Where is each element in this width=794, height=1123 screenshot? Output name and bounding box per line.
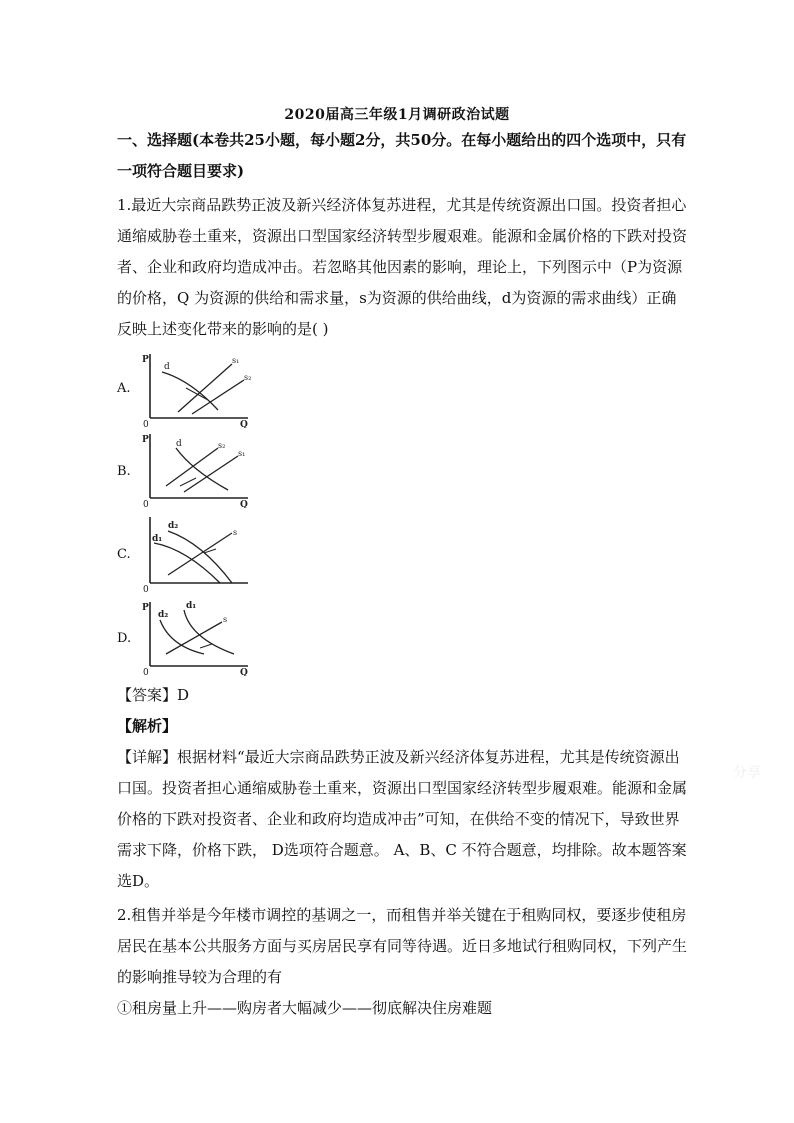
option-d-supply-curve — [166, 622, 222, 654]
option-a-origin-label: 0 — [143, 420, 149, 428]
option-d-p-label: P — [142, 603, 149, 613]
option-c-curve-label-2: d₂ — [168, 521, 179, 531]
option-a-demand-curve — [162, 372, 218, 410]
option-d-graph — [140, 598, 260, 676]
question-2-item-1: ①租房量上升——购房者大幅减少——彻底解决住房难题 — [117, 999, 493, 1017]
watermark: 分享 — [733, 765, 761, 781]
option-a-curve-label-2: s₁ — [232, 356, 240, 365]
option-d-q-label: Q — [240, 668, 248, 676]
option-c-supply-curve — [168, 533, 232, 575]
option-d-shift-arrow — [200, 644, 212, 648]
option-b-origin-label: 0 — [143, 500, 149, 508]
option-d-curve-label-3: s — [223, 615, 228, 624]
option-b-shift-arrow — [180, 478, 196, 486]
option-b-curve-label-1: d — [176, 439, 182, 449]
option-c-curve-label-3: s — [233, 528, 238, 537]
option-a-supply-curve-2 — [192, 380, 244, 414]
option-b-q-label: Q — [240, 500, 248, 508]
question-1-stem: 1.最近大宗商品跌势正波及新兴经济体复苏进程，尤其是传统资源出口国。投资者担心通缩威胁卷土重来，资源出口型国家经济转型步履艰难。能源和金属价格的下跌对投资者、企业和政府均造成冲击。若忽略其他因素的影响，理论上，下列图示中（P为资源的价格，Q 为资源的供给和需求量，s为资源的供给曲线，d为资源的需求曲线）正确反映上述变化带来的影响的是( ) — [117, 196, 688, 338]
option-c-label: C. — [117, 547, 131, 562]
option-a-p-label: P — [142, 355, 149, 365]
option-b-graph — [140, 430, 260, 508]
option-b-supply-curve-1 — [184, 456, 238, 492]
answer-line: 【答案】D — [117, 686, 190, 704]
option-c-curve-label-1: d₁ — [152, 534, 163, 544]
option-d-origin-label: 0 — [143, 668, 149, 676]
option-b-curve-label-2: s₂ — [218, 441, 226, 450]
question-2-stem: 2.租售并举是今年楼市调控的基调之一，而租售并举关键在于租购同权，要逐步使租房居民在基本公共服务方面与买房居民享有同等待遇。近日多地试行租购同权，下列产生的影响推导较为合理的有 — [117, 906, 688, 986]
option-d-curve-label-2: d₁ — [186, 601, 197, 611]
option-b-p-label: P — [142, 435, 149, 445]
option-a-q-label: Q — [240, 420, 248, 428]
option-a-curve-label-1: d — [164, 362, 170, 372]
analysis-heading: 【解析】 — [117, 717, 178, 735]
option-b-label: B. — [117, 464, 131, 479]
analysis-detail: 【详解】根据材料“最近大宗商品跌势正波及新兴经济体复苏进程，尤其是传统资源出口国。投资者担心通缩威胁卷土重来，资源出口型国家经济转型步履艰难。能源和金属价格的下跌对投资者、企业和政府均造成冲击”可知，在供给不变的情况下，导致世界需求下降，价格下跌， D选项符合题意。 A、B、C 不符合题意，均排除。故本题答案选D。 — [117, 748, 688, 890]
option-c-origin-label: 0 — [143, 585, 149, 593]
option-a-graph — [140, 350, 260, 428]
page-title: 2020届高三年级1月调研政治试题 — [284, 107, 510, 123]
option-d-label: D. — [117, 631, 132, 646]
option-d-demand-curve-2 — [160, 620, 204, 654]
option-b-curve-label-3: s₁ — [238, 449, 246, 458]
section-heading: 一、选择题(本卷共25小题，每小题2分，共50分。在每小题给出的四个选项中，只有一项符合题目要求) — [117, 131, 687, 180]
option-a-curve-label-3: s₂ — [244, 373, 252, 382]
option-a-label: A. — [117, 381, 131, 396]
option-c-graph — [140, 513, 260, 593]
option-d-curve-label-1: d₂ — [158, 610, 169, 620]
